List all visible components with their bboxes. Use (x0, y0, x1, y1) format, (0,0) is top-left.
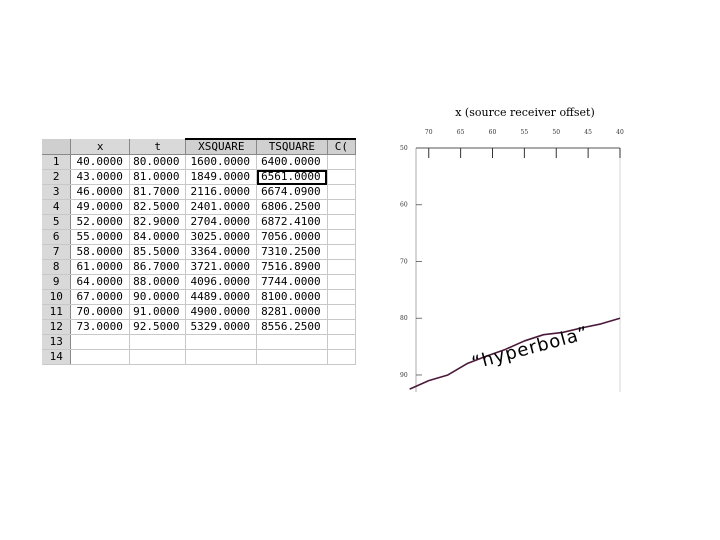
cell-x[interactable] (71, 335, 129, 350)
y-tick-label: 80 (400, 315, 408, 323)
cell-t[interactable] (129, 335, 186, 350)
cell-c[interactable] (327, 260, 355, 275)
column-header-xsquare[interactable]: XSQUARE (186, 139, 257, 155)
cell-t[interactable] (129, 350, 186, 365)
table-row[interactable] (42, 155, 356, 170)
cell-tsquare[interactable]: 6872.4100 (257, 215, 328, 230)
cell-xsquare[interactable]: 2116.0000 (186, 185, 257, 200)
cell-c[interactable] (327, 200, 355, 215)
spreadsheet (42, 138, 356, 363)
column-header-row (42, 139, 356, 155)
column-header-c[interactable]: C( (327, 139, 355, 155)
cell-t[interactable]: 92.5000 (129, 320, 186, 335)
column-header-tsquare[interactable]: TSQUARE (257, 139, 328, 155)
cell-xsquare[interactable]: 4900.0000 (186, 305, 257, 320)
cell-tsquare[interactable] (257, 335, 328, 350)
table-row[interactable] (42, 215, 356, 230)
cell-x[interactable]: 40.0000 (71, 155, 129, 170)
row-number[interactable]: 11 (42, 305, 71, 320)
cell-xsquare[interactable]: 4096.0000 (186, 275, 257, 290)
cell-xsquare[interactable]: 1849.0000 (186, 170, 257, 185)
cell-t[interactable]: 88.0000 (129, 275, 186, 290)
row-number[interactable]: 12 (42, 320, 71, 335)
table-row[interactable] (42, 320, 356, 335)
cell-x[interactable]: 55.0000 (71, 230, 129, 245)
cell-t[interactable]: 84.0000 (129, 230, 186, 245)
x-ticks (425, 129, 624, 158)
row-number[interactable]: 7 (42, 245, 71, 260)
table-row[interactable] (42, 260, 356, 275)
hyperbola-annotation: “hyperbola” (469, 322, 592, 374)
cell-tsquare[interactable]: 8281.0000 (257, 305, 328, 320)
cell-c[interactable] (327, 245, 355, 260)
cell-c[interactable] (327, 155, 355, 170)
row-number[interactable]: 9 (42, 275, 71, 290)
cell-x[interactable]: 52.0000 (71, 215, 129, 230)
cell-x[interactable]: 70.0000 (71, 305, 129, 320)
row-number[interactable]: 5 (42, 215, 71, 230)
cell-t[interactable]: 82.9000 (129, 215, 186, 230)
x-tick-label: 40 (616, 129, 624, 136)
cell-c[interactable] (327, 185, 355, 200)
x-tick-label: 50 (552, 129, 561, 136)
cell-tsquare[interactable]: 6561.0000 (257, 170, 328, 185)
y-tick-label: 60 (400, 201, 408, 209)
row-number[interactable]: 8 (42, 260, 71, 275)
cell-x[interactable]: 46.0000 (71, 185, 129, 200)
cell-c[interactable] (327, 305, 355, 320)
cell-x[interactable]: 64.0000 (71, 275, 129, 290)
cell-xsquare[interactable]: 4489.0000 (186, 290, 257, 305)
cell-tsquare[interactable]: 6806.2500 (257, 200, 328, 215)
table-row[interactable] (42, 185, 356, 200)
y-ticks (400, 145, 422, 379)
cell-x[interactable]: 73.0000 (71, 320, 129, 335)
row-number[interactable]: 2 (42, 170, 71, 185)
cell-tsquare[interactable]: 8100.0000 (257, 290, 328, 305)
x-tick-label: 45 (584, 129, 592, 136)
cell-xsquare[interactable] (186, 350, 257, 365)
cell-x[interactable]: 61.0000 (71, 260, 129, 275)
table-row[interactable] (42, 170, 356, 185)
y-tick-label: 90 (400, 371, 408, 379)
cell-xsquare[interactable]: 3721.0000 (186, 260, 257, 275)
row-number[interactable]: 4 (42, 200, 71, 215)
y-tick-label: 70 (400, 258, 408, 266)
row-number[interactable]: 13 (42, 335, 71, 350)
table-row[interactable] (42, 200, 356, 215)
select-all-corner[interactable] (42, 139, 71, 155)
cell-t[interactable]: 90.0000 (129, 290, 186, 305)
cell-xsquare[interactable]: 1600.0000 (186, 155, 257, 170)
data-table (42, 138, 356, 365)
cell-tsquare[interactable]: 8556.2500 (257, 320, 328, 335)
cell-t[interactable]: 81.0000 (129, 170, 186, 185)
x-tick-label: 65 (456, 129, 465, 136)
cell-tsquare[interactable]: 7516.8900 (257, 260, 328, 275)
cell-xsquare[interactable]: 2401.0000 (186, 200, 257, 215)
cell-c[interactable] (327, 320, 355, 335)
row-number[interactable]: 6 (42, 230, 71, 245)
cell-xsquare[interactable]: 2704.0000 (186, 215, 257, 230)
cell-c[interactable] (327, 230, 355, 245)
cell-tsquare[interactable]: 6400.0000 (257, 155, 328, 170)
x-tick-label: 60 (488, 129, 497, 136)
cell-t[interactable]: 80.0000 (129, 155, 186, 170)
cell-xsquare[interactable]: 5329.0000 (186, 320, 257, 335)
table-body (42, 155, 356, 365)
row-number[interactable]: 10 (42, 290, 71, 305)
table-row[interactable] (42, 290, 356, 305)
cell-c[interactable] (327, 335, 355, 350)
x-tick-label: 70 (424, 129, 433, 136)
cell-t[interactable]: 85.5000 (129, 245, 186, 260)
chart-title: x (source receiver offset) (455, 106, 595, 119)
cell-x[interactable]: 67.0000 (71, 290, 129, 305)
cell-xsquare[interactable]: 3364.0000 (186, 245, 257, 260)
table-row[interactable] (42, 275, 356, 290)
cell-xsquare[interactable] (186, 335, 257, 350)
cell-tsquare[interactable]: 7056.0000 (257, 230, 328, 245)
cell-t[interactable]: 91.0000 (129, 305, 186, 320)
cell-t[interactable]: 81.7000 (129, 185, 186, 200)
cell-t[interactable]: 86.7000 (129, 260, 186, 275)
table-row[interactable] (42, 350, 356, 365)
cell-tsquare[interactable]: 7310.2500 (257, 245, 328, 260)
row-number[interactable]: 1 (42, 155, 71, 170)
cell-t[interactable]: 82.5000 (129, 200, 186, 215)
column-header-t[interactable]: t (129, 139, 186, 155)
row-number[interactable]: 14 (42, 350, 71, 365)
cell-c[interactable] (327, 170, 355, 185)
cell-c[interactable] (327, 350, 355, 365)
row-number[interactable]: 3 (42, 185, 71, 200)
cell-c[interactable] (327, 275, 355, 290)
table-row[interactable] (42, 335, 356, 350)
cell-x[interactable]: 49.0000 (71, 200, 129, 215)
cell-c[interactable] (327, 215, 355, 230)
cell-tsquare[interactable] (257, 350, 328, 365)
cell-tsquare[interactable]: 6674.0900 (257, 185, 328, 200)
cell-x[interactable]: 43.0000 (71, 170, 129, 185)
cell-x[interactable] (71, 350, 129, 365)
y-tick-label: 50 (400, 145, 408, 152)
cell-c[interactable] (327, 290, 355, 305)
table-row[interactable] (42, 305, 356, 320)
x-tick-label: 55 (520, 129, 529, 136)
cell-xsquare[interactable]: 3025.0000 (186, 230, 257, 245)
column-header-x[interactable]: x (71, 139, 129, 155)
table-row[interactable] (42, 230, 356, 245)
table-row[interactable] (42, 245, 356, 260)
cell-x[interactable]: 58.0000 (71, 245, 129, 260)
cell-tsquare[interactable]: 7744.0000 (257, 275, 328, 290)
